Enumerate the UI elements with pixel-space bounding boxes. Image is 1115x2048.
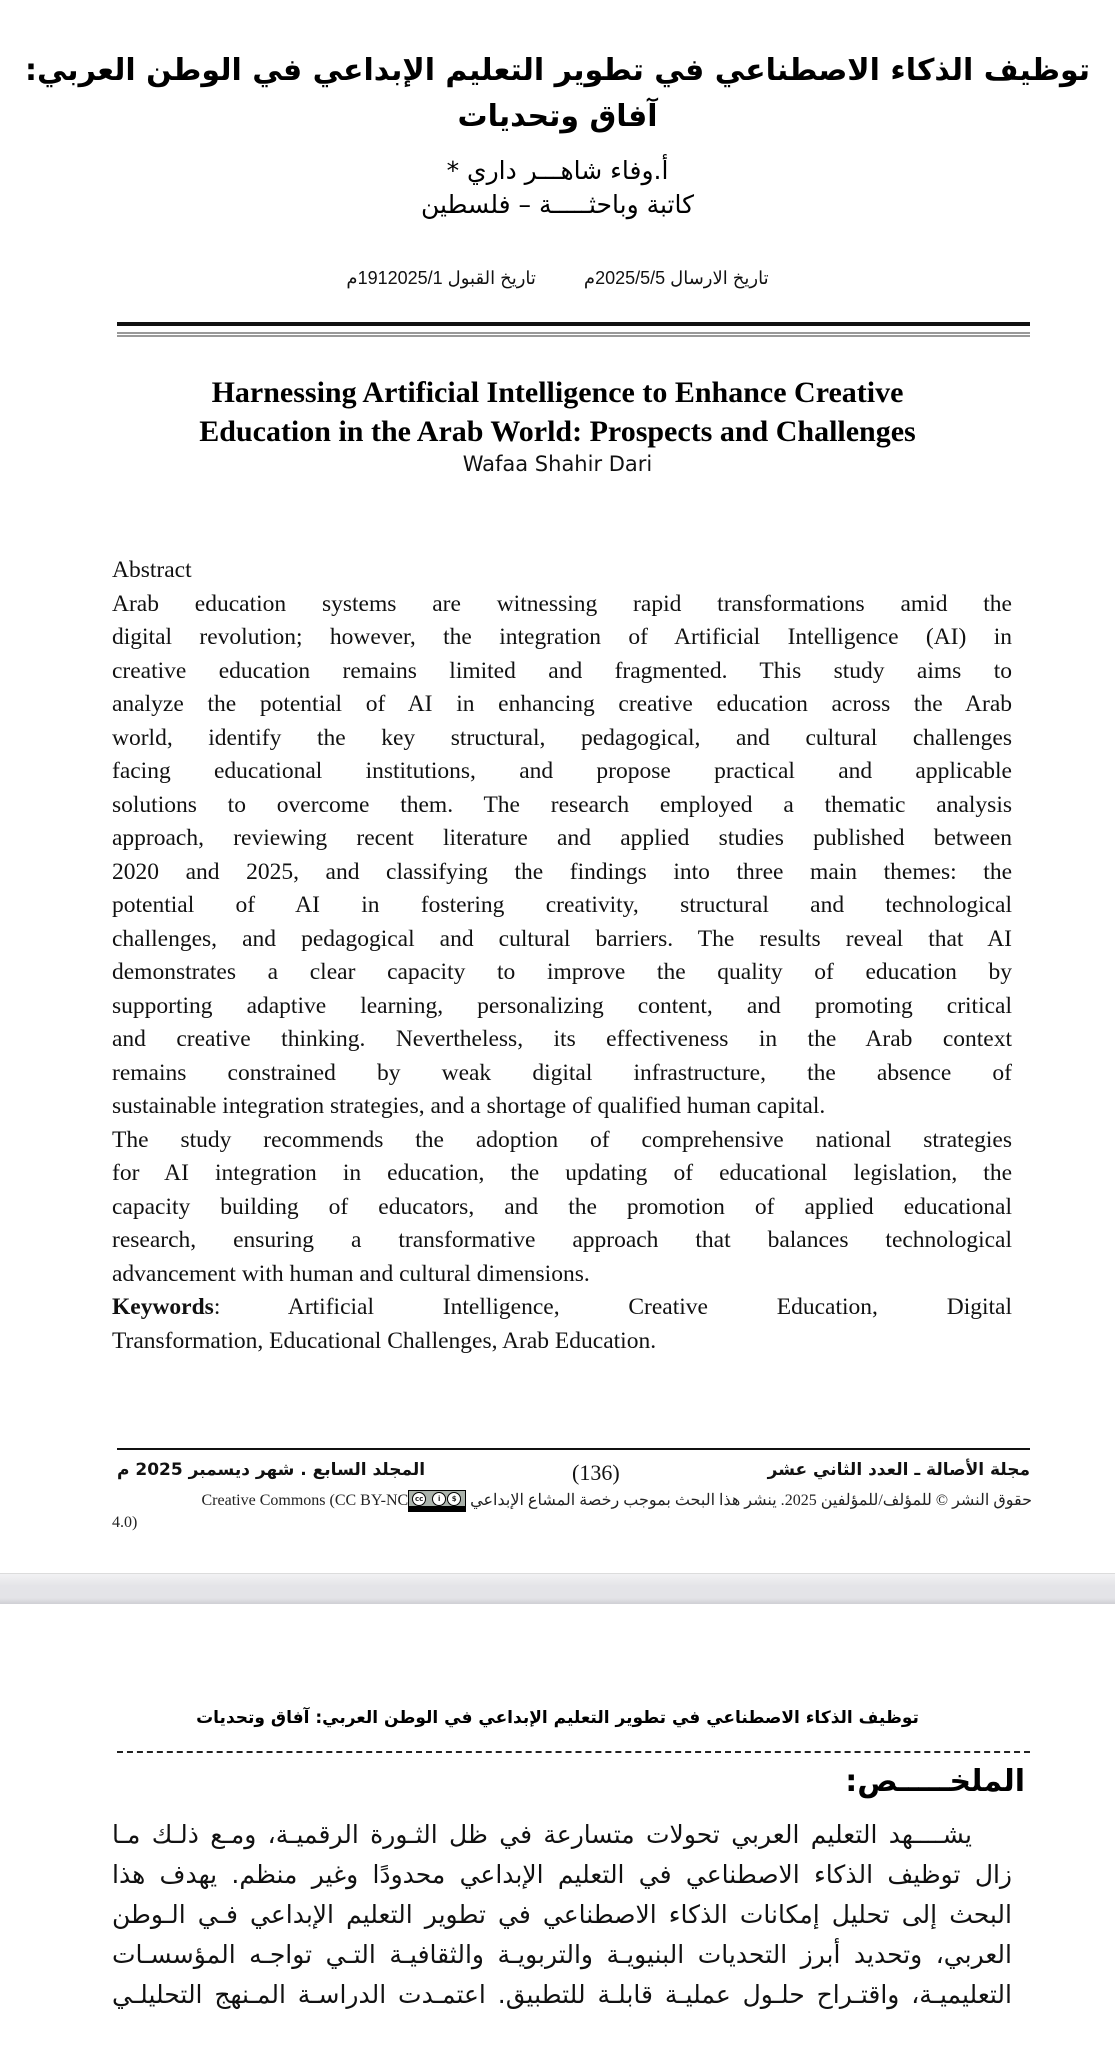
arabic-author-block <box>0 154 1115 222</box>
keywords-text-1: : Artificial Intelligence, Creative Education, Digital <box>213 1294 1012 1320</box>
license-line-1 <box>112 1490 1032 1512</box>
keywords-line-1 <box>112 1291 1012 1325</box>
abstract-line: research, ensuring a transformative approach that balances technological <box>112 1227 1012 1253</box>
arabic-abstract-line: العربي، وتحديد أبرز التحديات البنيويـة والتربويـة والثقافيـة التـي تواجـه المؤسسـات <box>112 1940 1012 1969</box>
arabic-author-affiliation: كاتبة وباحثـــــة – فلسطين <box>420 190 695 219</box>
abstract-line: 2020 and 2025, and classifying the findings into three main themes: the <box>112 858 1012 885</box>
english-abstract <box>112 554 1012 1358</box>
arabic-abstract-heading: الملخـــــص: <box>845 1764 1025 1799</box>
redacted-email <box>430 228 690 248</box>
abstract-line: supporting adaptive learning, personalizing content, and promoting critical <box>112 992 1012 1019</box>
abstract-heading: Abstract <box>112 557 192 583</box>
arabic-abstract-line: زال توظيف الذكاء الاصطناعي في التعليم الإبداعي محدودًا وغير منظم. يهدف هذا <box>112 1860 1012 1889</box>
abstract-line: potential of AI in fostering creativity, structural and technological <box>112 892 1012 918</box>
abstract-line: Arab education systems are witnessing rapid transformations amid the <box>112 590 1012 617</box>
license-text-arabic: حقوق النشر © للمؤلف/للمؤلفين 2025. ينشر هذا البحث بموجب رخصة المشاع الإبداعي <box>470 1492 1032 1509</box>
running-head-dashed-rule <box>117 1751 1030 1753</box>
english-title-line-1: Harnessing Artificial Intelligence to Enhance Creative <box>211 376 904 409</box>
journal-issue: مجلة الأصالة ـ العدد الثاني عشر <box>767 1460 1030 1480</box>
abstract-line: world, identify the key structural, pedagogical, and cultural challenges <box>112 724 1012 751</box>
abstract-line: The study recommends the adoption of comprehensive national strategies <box>112 1126 1012 1153</box>
license-text-english: Creative Commons (CC BY-NC <box>201 1492 409 1509</box>
arabic-abstract <box>112 1815 1012 2015</box>
footer-rule <box>117 1448 1030 1450</box>
abstract-line: and creative thinking. Nevertheless, its effectiveness in the Arab context <box>112 1026 1012 1052</box>
abstract-line: facing educational institutions, and propose practical and applicable <box>112 758 1012 784</box>
abstract-line: advancement with human and cultural dimensions. <box>112 1260 590 1287</box>
arabic-author-name: أ.وفاء شاهـــر داري * <box>446 156 669 185</box>
header-rule-thin-1 <box>117 332 1030 334</box>
arabic-abstract-line: البحث إلى تحليل إمكانات الذكاء الاصطناعي في تطوير التعليم الإبداعي فـي الـوطن <box>112 1900 1012 1929</box>
submitted-date: تاريخ الارسال 2025/5/5م <box>583 268 769 288</box>
journal-footer <box>117 1460 1030 1486</box>
abstract-line: sustainable integration strategies, and a shortage of qualified human capital. <box>112 1093 826 1119</box>
license-notice <box>112 1490 1032 1534</box>
license-line-2: 4.0) <box>112 1514 138 1532</box>
arabic-title-line-2: آفاق وتحديات <box>457 99 658 134</box>
arabic-abstract-line: يشــــهد التعليم العربي تحولات متسارعة في ظل الثـورة الرقميـة، ومـع ذلـك مـا <box>112 1820 972 1849</box>
header-rule-thin-2 <box>117 335 1030 337</box>
abstract-line: digital revolution; however, the integration of Artificial Intelligence (AI) in <box>112 624 1012 650</box>
abstract-line: approach, reviewing recent literature and applied studies published between <box>112 825 1012 851</box>
page-separator <box>0 1573 1115 1604</box>
abstract-line: for AI integration in education, the updating of educational legislation, the <box>112 1160 1012 1186</box>
accepted-date: تاريخ القبول 1912025/1م <box>346 268 536 288</box>
abstract-line: analyze the potential of AI in enhancing creative education across the Arab <box>112 691 1012 717</box>
arabic-title-line-1: توظيف الذكاء الاصطناعي في تطوير التعليم الإبداعي في الوطن العربي: <box>24 53 1091 88</box>
english-title <box>0 373 1115 451</box>
redacted-email-english <box>450 485 670 505</box>
header-rule-thick <box>117 322 1030 326</box>
submission-dates <box>0 268 1115 289</box>
arabic-abstract-line: التعليميـة، واقتـراح حلـول عمليـة قابلـة للتطبيق. اعتمـدت الدراسـة المـنهج التحليلـي <box>112 1980 1012 2009</box>
keywords-label: Keywords <box>112 1294 214 1320</box>
abstract-line: creative education remains limited and fragmented. This study aims to <box>112 657 1012 684</box>
keywords-line-2: Transformation, Educational Challenges, Arab Education. <box>112 1327 657 1354</box>
running-head: توظيف الذكاء الاصطناعي في تطوير التعليم الإبداعي في الوطن العربي: آفاق وتحديات <box>196 1708 919 1728</box>
abstract-line: capacity building of educators, and the promotion of applied educational <box>112 1193 1012 1220</box>
cc-by-nc-badge-icon: cc i $ <box>408 1490 466 1512</box>
volume-date: المجلد السابع . شهر ديسمبر 2025 م <box>117 1460 426 1480</box>
abstract-line: demonstrates a clear capacity to improve the quality of education by <box>112 959 1012 985</box>
english-title-line-2: Education in the Arab World: Prospects and Challenges <box>199 415 916 448</box>
abstract-line: challenges, and pedagogical and cultural barriers. The results reveal that AI <box>112 925 1012 952</box>
page-number: (136) <box>572 1460 620 1485</box>
abstract-line: solutions to overcome them. The research employed a thematic analysis <box>112 791 1012 818</box>
abstract-line: remains constrained by weak digital infrastructure, the absence of <box>112 1059 1012 1086</box>
arabic-title <box>0 48 1115 140</box>
english-author: Wafaa Shahir Dari <box>462 452 653 476</box>
